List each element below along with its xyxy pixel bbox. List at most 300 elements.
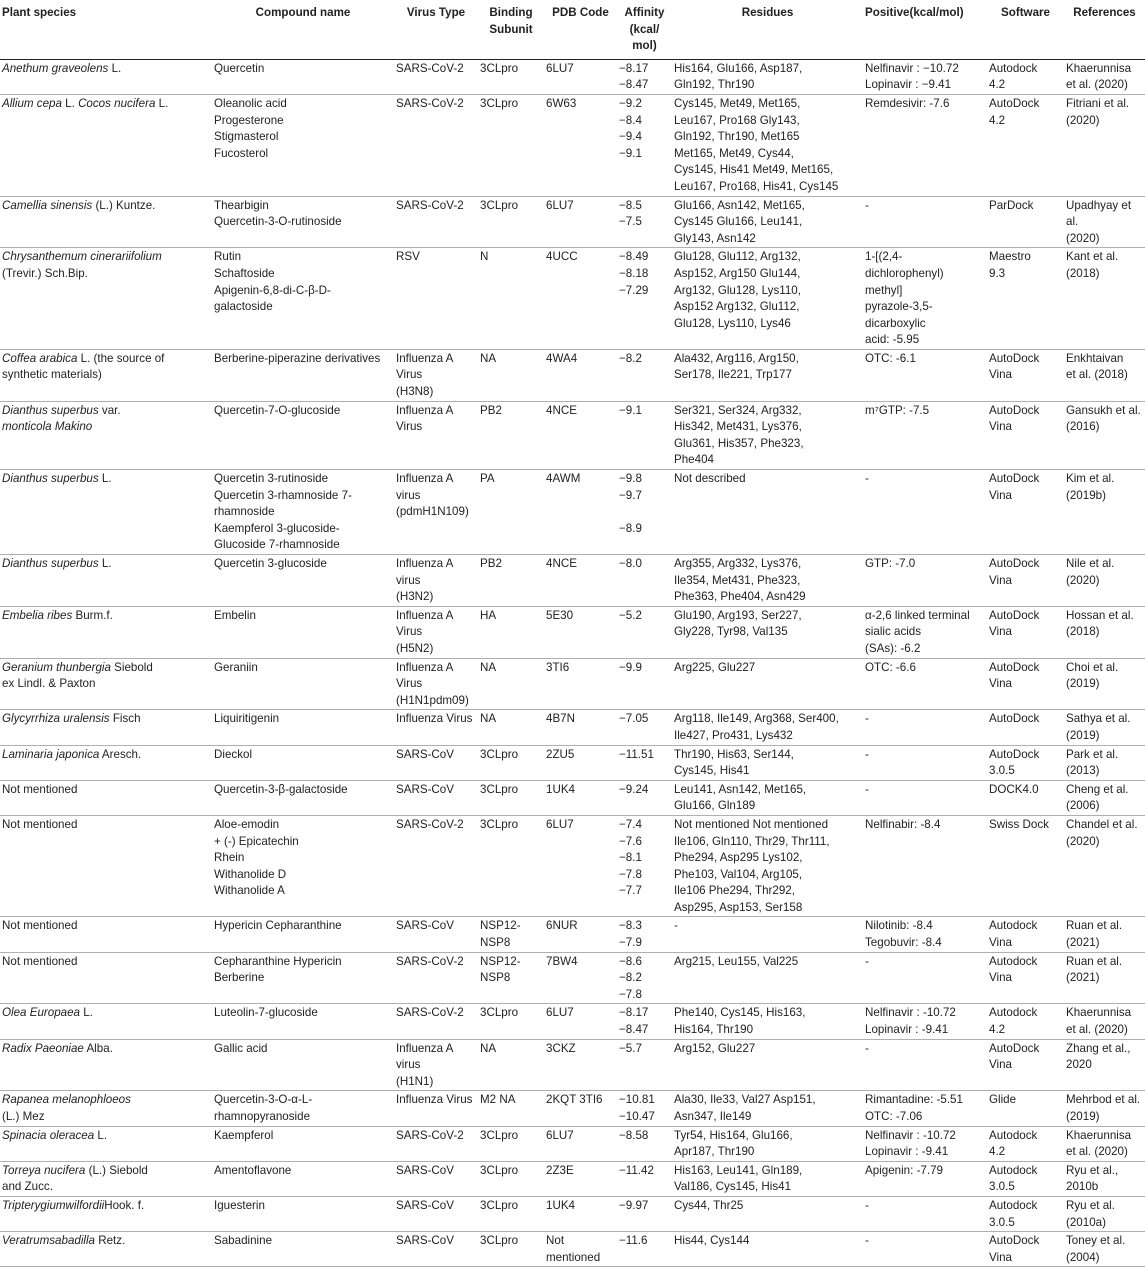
table-row	[0, 780, 1145, 815]
pdb-code-text: 5E30	[546, 608, 574, 622]
residues-cell	[672, 59, 863, 94]
species-name-part: (L.) Siebold and Zucc.	[2, 1163, 148, 1194]
residues-cell	[672, 780, 863, 815]
compound-name-text: Luteolin-7-glucoside	[214, 1006, 318, 1020]
species-name-part: Not mentioned	[2, 919, 78, 933]
virus-type-cell	[394, 815, 478, 917]
positive-control-cell	[863, 401, 987, 469]
compound-name-cell	[212, 349, 394, 401]
positive-control-text: OTC: -6.6	[865, 660, 916, 674]
references-cell	[1064, 248, 1145, 350]
compound-name-text: Berberine-piperazine derivatives	[214, 351, 381, 365]
virus-type-text: Influenza A virus (H3N2)	[396, 557, 453, 604]
references-cell	[1064, 1004, 1145, 1039]
compound-name-cell	[212, 94, 394, 196]
affinity-cell	[617, 401, 672, 469]
positive-control-cell	[863, 1126, 987, 1161]
binding-subunit-cell	[478, 401, 544, 469]
references-cell	[1064, 710, 1145, 745]
affinity-text: −8.6 −8.2 −7.8	[619, 954, 642, 1001]
compound-name-text: Amentoflavone	[214, 1163, 292, 1177]
compound-name-text: Quercetin-3-β-galactoside	[214, 782, 348, 796]
positive-control-cell	[863, 555, 987, 607]
binding-subunit-cell	[478, 1126, 544, 1161]
pdb-code-cell	[544, 196, 617, 248]
references-text: Upadhyay et al. (2020)	[1066, 198, 1132, 245]
pdb-code-cell	[544, 1161, 617, 1196]
pdb-code-cell	[544, 745, 617, 780]
species-name-part: Not mentioned	[2, 954, 78, 968]
software-text: AutoDock Vina	[989, 608, 1040, 639]
virus-type-text: SARS-CoV	[396, 747, 454, 761]
positive-control-cell	[863, 1196, 987, 1231]
species-name-part: L.	[94, 1128, 108, 1142]
pdb-code-cell	[544, 94, 617, 196]
plant-species-cell	[0, 1232, 212, 1267]
binding-subunit-text: M2 NA	[480, 1093, 516, 1107]
compound-name-text: Quercetin 3-glucoside	[214, 557, 327, 570]
compound-name-text: Aloe-emodin + (-) Epicatechin Rhein Withanolide D Withanolide A	[214, 817, 299, 898]
software-text: AutoDock Vina	[989, 472, 1040, 502]
software-cell	[987, 1196, 1064, 1231]
references-cell	[1064, 1126, 1145, 1161]
binding-subunit-text: PB2	[480, 557, 502, 570]
affinity-cell	[617, 658, 672, 710]
binding-subunit-text: NSP12- NSP8	[480, 919, 521, 950]
positive-control-cell	[863, 1039, 987, 1091]
software-cell	[987, 1039, 1064, 1091]
references-text: Ruan et al. (2021)	[1066, 919, 1123, 950]
residues-cell	[672, 917, 863, 952]
virus-type-cell	[394, 555, 478, 607]
pdb-code-cell	[544, 780, 617, 815]
residues-text: Cys44, Thr25	[674, 1198, 744, 1212]
pdb-code-cell	[544, 59, 617, 94]
affinity-text: −8.17 −8.47	[619, 61, 649, 92]
table-row	[0, 745, 1145, 780]
species-name-part: Allium cepa	[2, 96, 62, 110]
software-text: Autodock 4.2	[989, 1006, 1038, 1037]
virus-type-text: SARS-CoV-2	[396, 1006, 464, 1020]
compound-name-cell	[212, 606, 394, 658]
plant-species-cell	[0, 470, 212, 555]
residues-cell	[672, 555, 863, 607]
virus-type-cell	[394, 952, 478, 1004]
software-text: Swiss Dock	[989, 817, 1049, 831]
species-name-part: Siebold ex Lindl. & Paxton	[2, 660, 153, 691]
plant-species-cell	[0, 710, 212, 745]
compound-name-text: Rutin Schaftoside Apigenin-6,8-di-C-β-D- galactoside	[214, 250, 331, 314]
species-name-part: Cocos nucifera	[78, 96, 156, 110]
binding-subunit-cell	[478, 555, 544, 607]
virus-type-text: Influenza A Virus	[396, 403, 453, 434]
header-pdb-code: PDB Code	[544, 0, 617, 59]
affinity-text: −9.8 −9.7 −8.9	[619, 472, 642, 535]
table-row	[0, 952, 1145, 1004]
binding-subunit-cell	[478, 815, 544, 917]
binding-subunit-cell	[478, 1091, 544, 1126]
virus-type-text: Influenza Virus	[396, 712, 473, 726]
references-cell	[1064, 815, 1145, 917]
compound-name-text: Cepharanthine Hypericin Berberine	[214, 954, 342, 985]
species-name-part: L. (the source of synthetic materials)	[2, 351, 165, 382]
plant-species-cell	[0, 606, 212, 658]
species-name-part: Retz.	[95, 1234, 126, 1248]
compound-name-cell	[212, 952, 394, 1004]
plant-species-cell	[0, 658, 212, 710]
references-text: Cheng et al. (2006)	[1066, 782, 1129, 813]
references-cell	[1064, 658, 1145, 710]
compound-name-text: Liquiritigenin	[214, 712, 280, 726]
pdb-code-cell	[544, 470, 617, 555]
software-text: Autodock Vina	[989, 919, 1038, 950]
species-name-part: L.	[80, 1006, 93, 1020]
affinity-cell	[617, 710, 672, 745]
residues-cell	[672, 94, 863, 196]
binding-subunit-text: PB2	[480, 403, 502, 417]
compound-name-text: Quercetin	[214, 61, 265, 75]
plant-species-cell	[0, 815, 212, 917]
references-text: Chandel et al. (2020)	[1066, 817, 1138, 848]
species-name-part: L.	[98, 557, 112, 570]
references-cell	[1064, 917, 1145, 952]
pdb-code-text: 4WA4	[546, 351, 578, 365]
positive-control-cell	[863, 1004, 987, 1039]
header-plant-species: Plant species	[0, 0, 212, 59]
table-row	[0, 606, 1145, 658]
species-name-part: var.	[101, 403, 121, 417]
positive-control-text: Nelfinavir : -10.72 Lopinavir : -9.41	[865, 1128, 956, 1159]
header-virus-type: Virus Type	[394, 0, 478, 59]
pdb-code-text: 6LU7	[546, 1128, 574, 1142]
species-name-part: Coffea arabica	[2, 351, 78, 365]
pdb-code-cell	[544, 1004, 617, 1039]
binding-subunit-cell	[478, 1196, 544, 1231]
compound-name-cell	[212, 658, 394, 710]
positive-control-text: 1-[(2,4- dichlorophenyl) methyl] pyrazole-3,5- dicarboxylic acid: -5.95	[865, 250, 944, 347]
pdb-code-cell	[544, 1039, 617, 1091]
species-name-part: (L.) Mez	[2, 1110, 45, 1123]
table-row	[0, 401, 1145, 469]
virus-type-cell	[394, 1232, 478, 1267]
residues-text: -	[674, 919, 678, 933]
pdb-code-text: 6LU7	[546, 1006, 574, 1020]
references-cell	[1064, 952, 1145, 1004]
positive-control-text: GTP: -7.0	[865, 557, 916, 570]
virus-type-text: SARS-CoV-2	[396, 61, 464, 75]
residues-cell	[672, 248, 863, 350]
positive-control-cell	[863, 606, 987, 658]
affinity-text: −8.17 −8.47	[619, 1006, 649, 1037]
binding-subunit-text: 3CLpro	[480, 1198, 519, 1212]
positive-control-text: OTC: -6.1	[865, 351, 916, 365]
software-text: AutoDock	[989, 712, 1040, 726]
plant-species-cell	[0, 1161, 212, 1196]
residues-text: His44, Cys144	[674, 1234, 750, 1248]
pdb-code-cell	[544, 952, 617, 1004]
positive-control-text: Nelfinabir: -8.4	[865, 817, 941, 831]
plant-species-cell	[0, 780, 212, 815]
species-name-part: Aresch.	[99, 747, 142, 761]
residues-text: Ser321, Ser324, Arg332, His342, Met431, Lys376, Glu361, His357, Phe323, Phe404	[674, 403, 804, 467]
references-text: Hossan et al. (2018)	[1066, 608, 1134, 639]
compound-name-cell	[212, 1091, 394, 1126]
residues-cell	[672, 1091, 863, 1126]
pdb-code-text: 2ZU5	[546, 747, 575, 761]
references-text: Khaerunnisa et al. (2020)	[1066, 61, 1132, 92]
compound-name-cell	[212, 555, 394, 607]
species-name-part: Geranium thunbergia	[2, 660, 111, 674]
species-name-part: Anethum graveolens	[2, 61, 109, 75]
affinity-cell	[617, 952, 672, 1004]
species-name-part: Laminaria japonica	[2, 747, 100, 761]
table-header	[0, 0, 1145, 59]
binding-subunit-cell	[478, 248, 544, 350]
references-text: Zhang et al., 2020	[1066, 1041, 1131, 1072]
references-text: Ruan et al. (2021)	[1066, 954, 1123, 985]
software-cell	[987, 710, 1064, 745]
plant-species-cell	[0, 917, 212, 952]
species-name-part: Burm.f.	[72, 608, 113, 622]
table-row	[0, 470, 1145, 555]
species-name-part: L.	[155, 96, 169, 110]
residues-text: Arg118, Ile149, Arg368, Ser400, Ile427, Pro431, Lys432	[674, 712, 839, 742]
virus-type-cell	[394, 780, 478, 815]
pdb-code-cell	[544, 1232, 617, 1267]
software-text: AutoDock 3.0.5	[989, 747, 1040, 778]
affinity-text: −11.42	[619, 1163, 654, 1177]
virus-type-text: Influenza A Virus (H1N1pdm09)	[396, 660, 469, 707]
residues-text: Not described	[674, 472, 746, 486]
binding-subunit-text: 3CLpro	[480, 1128, 519, 1142]
binding-subunit-text: 3CLpro	[480, 782, 519, 796]
pdb-code-cell	[544, 606, 617, 658]
references-cell	[1064, 1161, 1145, 1196]
species-name-part: Tripterygiumwilfordii	[2, 1198, 105, 1212]
software-cell	[987, 470, 1064, 555]
residues-text: Glu166, Asn142, Met165, Cys145 Glu166, Leu141, Gly143, Asn142	[674, 198, 805, 245]
software-cell	[987, 952, 1064, 1004]
binding-subunit-text: PA	[480, 472, 495, 486]
compound-name-text: Gallic acid	[214, 1041, 268, 1055]
pdb-code-text: 6NUR	[546, 919, 578, 933]
species-name-part: Veratrumsabadilla	[2, 1234, 96, 1248]
residues-text: Glu190, Arg193, Ser227, Gly228, Tyr98, Val135	[674, 608, 802, 639]
compound-name-cell	[212, 1196, 394, 1231]
virus-type-text: Influenza A Virus (H5N2)	[396, 608, 453, 655]
references-cell	[1064, 1091, 1145, 1126]
residues-cell	[672, 470, 863, 555]
software-text: AutoDock Vina	[989, 351, 1040, 382]
plant-species-cell	[0, 745, 212, 780]
software-text: AutoDock Vina	[989, 1234, 1040, 1264]
binding-subunit-cell	[478, 917, 544, 952]
binding-subunit-text: 3CLpro	[480, 1006, 519, 1020]
pdb-code-cell	[544, 710, 617, 745]
binding-subunit-cell	[478, 952, 544, 1004]
references-cell	[1064, 196, 1145, 248]
affinity-text: −9.2 −8.4 −9.4 −9.1	[619, 96, 642, 160]
plant-species-cell	[0, 401, 212, 469]
residues-text: His163, Leu141, Gln189, Val186, Cys145, His41	[674, 1163, 803, 1194]
residues-cell	[672, 606, 863, 658]
table-row	[0, 1232, 1145, 1267]
binding-subunit-cell	[478, 710, 544, 745]
virus-type-text: SARS-CoV	[396, 919, 454, 933]
software-cell	[987, 555, 1064, 607]
positive-control-cell	[863, 745, 987, 780]
species-name-part: Not mentioned	[2, 817, 78, 831]
affinity-cell	[617, 248, 672, 350]
virus-type-text: SARS-CoV	[396, 1163, 454, 1177]
species-name-part: Hook. f.	[104, 1198, 145, 1212]
positive-control-text: -	[865, 954, 869, 968]
references-cell	[1064, 349, 1145, 401]
compound-name-text: Kaempferol	[214, 1128, 274, 1142]
affinity-cell	[617, 1196, 672, 1231]
pdb-code-cell	[544, 1196, 617, 1231]
binding-subunit-cell	[478, 349, 544, 401]
species-name-part: Not mentioned	[2, 782, 78, 796]
table-row	[0, 1091, 1145, 1126]
virus-type-cell	[394, 1196, 478, 1231]
affinity-text: −9.9	[619, 660, 642, 674]
software-cell	[987, 1161, 1064, 1196]
virus-type-cell	[394, 59, 478, 94]
compound-name-text: Sabadinine	[214, 1234, 273, 1248]
binding-subunit-cell	[478, 59, 544, 94]
plant-species-cell	[0, 59, 212, 94]
references-text: Kim et al. (2019b)	[1066, 472, 1115, 502]
compound-name-text: Geraniin	[214, 660, 258, 674]
header-binding-subunit: Binding Subunit	[478, 0, 544, 59]
software-cell	[987, 917, 1064, 952]
affinity-text: −9.24	[619, 782, 649, 796]
software-cell	[987, 248, 1064, 350]
software-text: Glide	[989, 1093, 1017, 1107]
positive-control-cell	[863, 59, 987, 94]
residues-text: Thr190, His63, Ser144, Cys145, His41	[674, 747, 794, 778]
affinity-text: −5.2	[619, 608, 642, 622]
binding-subunit-cell	[478, 196, 544, 248]
positive-control-text: α-2,6 linked terminal sialic acids (SAs): -6.2	[865, 608, 970, 655]
affinity-cell	[617, 59, 672, 94]
positive-control-cell	[863, 658, 987, 710]
species-name-part: Dianthus superbus	[2, 472, 99, 486]
virus-type-text: SARS-CoV-2	[396, 198, 464, 212]
affinity-text: −8.3 −7.9	[619, 919, 642, 950]
compound-name-cell	[212, 248, 394, 350]
compound-name-cell	[212, 815, 394, 917]
species-name-part: Dianthus superbus	[2, 403, 99, 417]
positive-control-text: -	[865, 782, 869, 796]
species-name-part: Torreya nucifera	[2, 1163, 86, 1177]
software-cell	[987, 349, 1064, 401]
pdb-code-text: 7BW4	[546, 954, 578, 968]
plant-species-cell	[0, 248, 212, 350]
residues-cell	[672, 1004, 863, 1039]
pdb-code-cell	[544, 401, 617, 469]
binding-subunit-cell	[478, 606, 544, 658]
positive-control-text: -	[865, 747, 869, 761]
virus-type-text: Influenza Virus	[396, 1093, 473, 1107]
positive-control-text: m⁷GTP: -7.5	[865, 403, 930, 417]
plant-species-cell	[0, 349, 212, 401]
positive-control-text: Nelfinavir : -10.72 Lopinavir : -9.41	[865, 1006, 956, 1037]
binding-subunit-text: 3CLpro	[480, 61, 519, 75]
table-row	[0, 658, 1145, 710]
positive-control-cell	[863, 248, 987, 350]
pdb-code-cell	[544, 917, 617, 952]
pdb-code-cell	[544, 1091, 617, 1126]
software-text: AutoDock Vina	[989, 403, 1040, 434]
virus-type-cell	[394, 1004, 478, 1039]
binding-subunit-cell	[478, 94, 544, 196]
plant-species-cell	[0, 952, 212, 1004]
table-row	[0, 710, 1145, 745]
compound-name-cell	[212, 1039, 394, 1091]
compound-name-cell	[212, 745, 394, 780]
virus-type-text: Influenza A Virus (H3N8)	[396, 351, 453, 399]
table-row	[0, 555, 1145, 607]
software-text: AutoDock Vina	[989, 660, 1040, 691]
binding-subunit-text: 3CLpro	[480, 1163, 519, 1177]
binding-subunit-text: NSP12- NSP8	[480, 954, 521, 985]
software-cell	[987, 780, 1064, 815]
virus-type-text: SARS-CoV-2	[396, 817, 464, 831]
software-text: ParDock	[989, 198, 1034, 212]
species-name-part: Glycyrrhiza uralensis	[2, 712, 110, 726]
affinity-text: −7.05	[619, 712, 649, 726]
table-row	[0, 196, 1145, 248]
affinity-cell	[617, 1126, 672, 1161]
pdb-code-text: 1UK4	[546, 782, 576, 796]
software-cell	[987, 1232, 1064, 1267]
affinity-cell	[617, 1161, 672, 1196]
affinity-cell	[617, 470, 672, 555]
affinity-cell	[617, 745, 672, 780]
affinity-text: −10.81 −10.47	[619, 1093, 655, 1123]
binding-subunit-text: 3CLpro	[480, 1234, 519, 1248]
binding-subunit-text: NA	[480, 712, 497, 726]
plant-species-cell	[0, 94, 212, 196]
header-references: References	[1064, 0, 1145, 59]
software-text: AutoDock Vina	[989, 1041, 1040, 1072]
positive-control-text: Rimantadine: -5.51 OTC: -7.06	[865, 1093, 963, 1123]
virus-type-cell	[394, 745, 478, 780]
affinity-cell	[617, 1232, 672, 1267]
species-name-part: Camellia sinensis	[2, 198, 93, 212]
plant-species-cell	[0, 1091, 212, 1126]
references-text: Enkhtaivan et al. (2018)	[1066, 351, 1128, 382]
compound-name-text: Quercetin-7-O-glucoside	[214, 403, 341, 417]
software-cell	[987, 401, 1064, 469]
software-cell	[987, 59, 1064, 94]
species-name-part: Fisch	[109, 712, 141, 726]
software-cell	[987, 94, 1064, 196]
species-name-part: monticola Makino	[2, 420, 93, 434]
virus-type-cell	[394, 917, 478, 952]
residues-cell	[672, 658, 863, 710]
positive-control-text: Nelfinavir : −10.72 Lopinavir : −9.41	[865, 61, 959, 92]
species-name-part: L.	[61, 96, 79, 110]
virus-type-cell	[394, 94, 478, 196]
software-cell	[987, 1126, 1064, 1161]
pdb-code-cell	[544, 1126, 617, 1161]
affinity-cell	[617, 94, 672, 196]
positive-control-cell	[863, 780, 987, 815]
references-text: Fitriani et al. (2020)	[1066, 96, 1130, 127]
